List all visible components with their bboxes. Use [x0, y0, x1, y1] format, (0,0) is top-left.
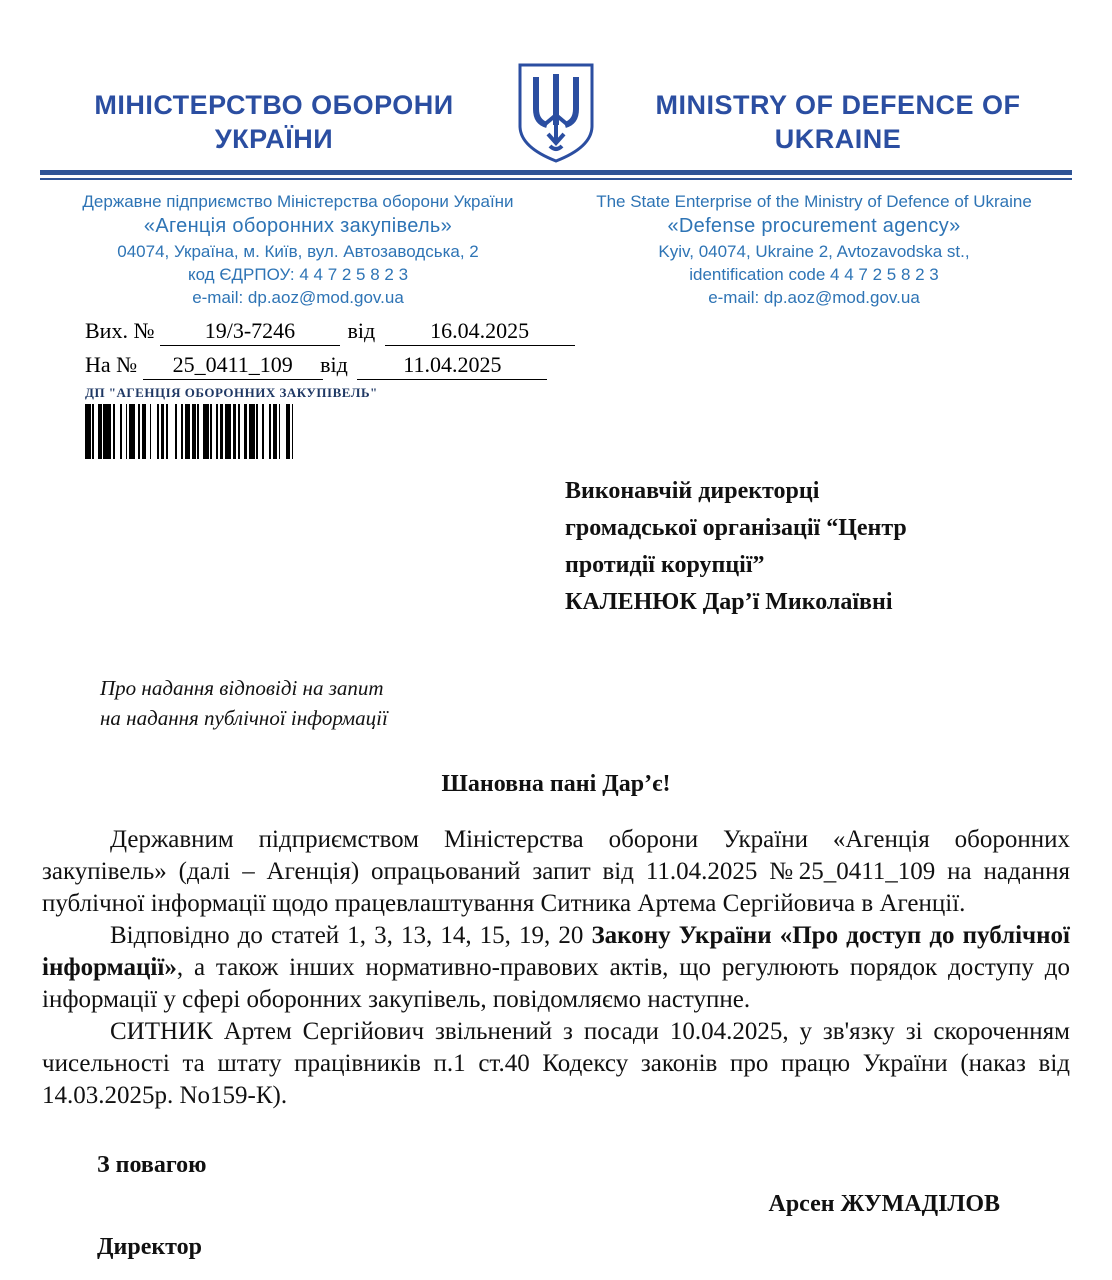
contact-blocks: [40, 190, 1072, 309]
subject-line-1: Про надання відповіді на запит: [100, 676, 384, 700]
addressee-line-2: громадської організації “Центр: [565, 515, 907, 541]
ministry-title-en-line1: MINISTRY OF DEFENCE OF: [655, 90, 1021, 120]
header-double-rule: [40, 170, 1072, 180]
en-email: e-mail: dp.aoz@mod.gov.ua: [708, 288, 920, 307]
p2-prefix: Відповідно до статей 1, 3, 13, 14, 15, 19, 20: [110, 922, 592, 949]
incoming-number-label: На №: [85, 352, 138, 377]
body-paragraph-2: [42, 920, 1070, 1016]
incoming-number-value: 25_0411_109: [143, 351, 323, 380]
salutation: Шановна пані Дар’є!: [441, 771, 671, 797]
outgoing-number-label: Вих. №: [85, 318, 155, 343]
signature-block: [40, 1152, 1072, 1261]
ministry-title-en: [604, 88, 1072, 156]
ministry-title-en-line2: UKRAINE: [774, 124, 902, 154]
en-address: Kyiv, 04074, Ukraine 2, Avtozavodska st.,: [658, 242, 970, 261]
uk-agency-name: «Агенція оборонних закупівель»: [143, 215, 453, 237]
letter-body: [42, 824, 1070, 1112]
uk-address: 04074, Україна, м. Київ, вул. Автозаводська, 2: [117, 242, 479, 261]
addressee-block: [565, 473, 1072, 621]
incoming-date-value: 11.04.2025: [357, 351, 547, 380]
contact-block-uk: [40, 190, 556, 309]
ukraine-trident-icon: [514, 62, 598, 170]
reference-block: [85, 317, 1072, 380]
addressee-line-3: протидії корупції”: [565, 552, 765, 578]
barcode: [85, 404, 297, 459]
en-agency-name: «Defense procurement agency»: [667, 215, 961, 237]
ministry-title-uk: [40, 88, 508, 156]
uk-email: e-mail: dp.aoz@mod.gov.ua: [192, 288, 404, 307]
addressee-line-1: Виконавчій директорці: [565, 478, 820, 504]
ministry-title-uk-line1: МІНІСТЕРСТВО ОБОРОНИ: [94, 90, 454, 120]
incoming-reference-line: [85, 351, 1072, 380]
uk-enterprise-name: Державне підприємство Міністерства оборони України: [82, 192, 514, 211]
letterhead: [40, 58, 1072, 170]
subject-line-2: на надання публічної інформації: [100, 706, 388, 730]
outgoing-date-value: 16.04.2025: [385, 317, 575, 346]
outgoing-number-value: 19/3-7246: [160, 317, 340, 346]
contact-block-en: [556, 190, 1072, 309]
ministry-title-uk-line2: УКРАЇНИ: [214, 124, 334, 154]
en-id-code: identification code 4 4 7 2 5 8 2 3: [689, 265, 939, 284]
body-paragraph-3: СИТНИК Артем Сергійович звільнений з посади 10.04.2025, у зв'язку зі скороченням чисельності та штату працівників п.1 ст.40 Кодексу законів про працю України (наказ від 14.03.2025р. No159-К).: [42, 1018, 1070, 1109]
p2-law-title: Закону України «Про доступ до публічної інформації»: [42, 922, 1070, 981]
emblem-wrap: [508, 62, 604, 170]
barcode-caption: ДП "АГЕНЦІЯ ОБОРОННИХ ЗАКУПІВЕЛЬ": [85, 385, 378, 400]
incoming-date-label: від: [320, 352, 348, 377]
body-paragraph-1: Державним підприємством Міністерства оборони України «Агенція оборонних закупівель» (далі – Агенція) опрацьований запит від 11.04.2025 №25_0411_109 на надання публічної інформації щодо працевлаштування Ситника Артема Сергійовича в Агенції.: [42, 826, 1070, 917]
outgoing-date-label: від: [347, 318, 376, 343]
signatory-title: Директор: [97, 1234, 202, 1260]
signatory-name: Арсен ЖУМАДІЛОВ: [768, 1191, 1000, 1217]
p2-suffix: , а також інших нормативно-правових актів, що регулюють порядок доступу до інформації у сфері оборонних закупівель, повідомляємо наступне.: [42, 954, 1070, 1013]
en-enterprise-name: The State Enterprise of the Ministry of Defence of Ukraine: [596, 192, 1032, 211]
uk-edrpou-code: код ЄДРПОУ: 4 4 7 2 5 8 2 3: [187, 265, 409, 284]
addressee-line-4: КАЛЕНЮК Дар’ї Миколаївні: [565, 589, 893, 615]
signature-closing: З повагою: [97, 1152, 207, 1178]
subject-block: [100, 673, 1072, 733]
outgoing-reference-line: [85, 317, 1072, 346]
